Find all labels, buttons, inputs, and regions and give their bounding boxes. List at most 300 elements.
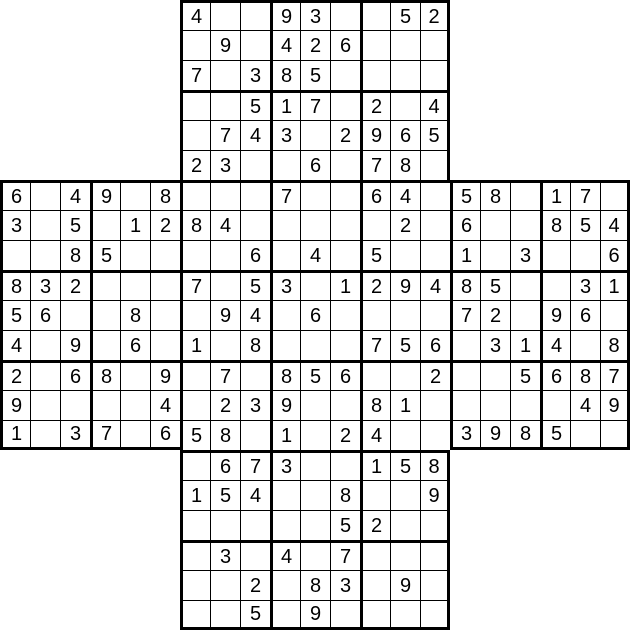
sudoku-given-r3-c12[interactable]: 2 [360,90,390,120]
sudoku-given-r9-c6[interactable]: 7 [180,270,210,300]
sudoku-cell-r0-c8[interactable] [240,0,270,30]
sudoku-given-r1-c10[interactable]: 2 [300,30,330,60]
sudoku-given-r7-c7[interactable]: 4 [210,210,240,240]
sudoku-given-r9-c19[interactable]: 3 [570,270,600,300]
sudoku-cell-r18-c10[interactable] [300,540,330,570]
sudoku-given-r14-c0[interactable]: 1 [0,420,30,450]
sudoku-cell-r0-c7[interactable] [210,0,240,30]
sudoku-given-r13-c20[interactable]: 9 [600,390,630,420]
sudoku-given-r9-c1[interactable]: 3 [30,270,60,300]
sudoku-given-r10-c4[interactable]: 8 [120,300,150,330]
sudoku-cell-r10-c5[interactable] [150,300,180,330]
sudoku-cell-r14-c4[interactable] [120,420,150,450]
sudoku-cell-r18-c12[interactable] [360,540,390,570]
sudoku-given-r12-c19[interactable]: 8 [570,360,600,390]
sudoku-given-r6-c0[interactable]: 6 [0,180,30,210]
sudoku-given-r14-c15[interactable]: 3 [450,420,480,450]
sudoku-given-r13-c9[interactable]: 9 [270,390,300,420]
sudoku-given-r13-c13[interactable]: 1 [390,390,420,420]
sudoku-given-r7-c19[interactable]: 5 [570,210,600,240]
sudoku-cell-r2-c14[interactable] [420,60,450,90]
sudoku-given-r16-c11[interactable]: 8 [330,480,360,510]
sudoku-cell-r12-c15[interactable] [450,360,480,390]
sudoku-cell-r3-c11[interactable] [330,90,360,120]
void-area [540,600,570,630]
sudoku-cell-r16-c9[interactable] [270,480,300,510]
sudoku-given-r20-c8[interactable]: 5 [240,600,270,630]
sudoku-given-r13-c7[interactable]: 2 [210,390,240,420]
sudoku-cell-r1-c6[interactable] [180,30,210,60]
sudoku-cell-r14-c19[interactable] [570,420,600,450]
sudoku-given-r7-c15[interactable]: 6 [450,210,480,240]
sudoku-cell-r19-c14[interactable] [420,570,450,600]
sudoku-given-r3-c9[interactable]: 1 [270,90,300,120]
sudoku-cell-r13-c15[interactable] [450,390,480,420]
sudoku-cell-r13-c14[interactable] [420,390,450,420]
sudoku-cell-r8-c9[interactable] [270,240,300,270]
sudoku-cell-r2-c7[interactable] [210,60,240,90]
sudoku-cell-r14-c1[interactable] [30,420,60,450]
sudoku-given-r19-c11[interactable]: 3 [330,570,360,600]
sudoku-given-r6-c19[interactable]: 7 [570,180,600,210]
sudoku-given-r10-c1[interactable]: 6 [30,300,60,330]
sudoku-given-r10-c7[interactable]: 9 [210,300,240,330]
sudoku-given-r7-c20[interactable]: 4 [600,210,630,240]
sudoku-cell-r13-c1[interactable] [30,390,60,420]
sudoku-cell-r0-c11[interactable] [330,0,360,30]
sudoku-given-r18-c9[interactable]: 4 [270,540,300,570]
sudoku-cell-r11-c7[interactable] [210,330,240,360]
sudoku-given-r16-c14[interactable]: 9 [420,480,450,510]
sudoku-given-r9-c14[interactable]: 4 [420,270,450,300]
sudoku-cell-r12-c8[interactable] [240,360,270,390]
sudoku-cell-r2-c12[interactable] [360,60,390,90]
sudoku-given-r11-c17[interactable]: 1 [510,330,540,360]
sudoku-given-r14-c11[interactable]: 2 [330,420,360,450]
sudoku-given-r12-c18[interactable]: 6 [540,360,570,390]
sudoku-given-r6-c3[interactable]: 9 [90,180,120,210]
sudoku-cell-r1-c12[interactable] [360,30,390,60]
sudoku-cell-r3-c6[interactable] [180,90,210,120]
sudoku-cell-r8-c0[interactable] [0,240,30,270]
sudoku-cell-r0-c12[interactable] [360,0,390,30]
sudoku-given-r0-c9[interactable]: 9 [270,0,300,30]
sudoku-given-r16-c6[interactable]: 1 [180,480,210,510]
sudoku-cell-r11-c10[interactable] [300,330,330,360]
sudoku-cell-r14-c10[interactable] [300,420,330,450]
sudoku-cell-r20-c11[interactable] [330,600,360,630]
sudoku-cell-r17-c13[interactable] [390,510,420,540]
sudoku-cell-r11-c9[interactable] [270,330,300,360]
sudoku-given-r14-c12[interactable]: 4 [360,420,390,450]
sudoku-given-r10-c0[interactable]: 5 [0,300,30,330]
sudoku-cell-r8-c18[interactable] [540,240,570,270]
sudoku-given-r6-c2[interactable]: 4 [60,180,90,210]
sudoku-given-r10-c8[interactable]: 4 [240,300,270,330]
sudoku-given-r3-c10[interactable]: 7 [300,90,330,120]
sudoku-cell-r7-c9[interactable] [270,210,300,240]
sudoku-cell-r12-c13[interactable] [390,360,420,390]
sudoku-given-r3-c14[interactable]: 4 [420,90,450,120]
sudoku-cell-r20-c9[interactable] [270,600,300,630]
sudoku-given-r19-c8[interactable]: 2 [240,570,270,600]
sudoku-given-r8-c20[interactable]: 6 [600,240,630,270]
sudoku-cell-r15-c6[interactable] [180,450,210,480]
sudoku-given-r6-c15[interactable]: 5 [450,180,480,210]
sudoku-cell-r11-c5[interactable] [150,330,180,360]
sudoku-cell-r8-c5[interactable] [150,240,180,270]
sudoku-given-r8-c15[interactable]: 1 [450,240,480,270]
sudoku-given-r4-c14[interactable]: 5 [420,120,450,150]
sudoku-cell-r9-c5[interactable] [150,270,180,300]
sudoku-cell-r11-c19[interactable] [570,330,600,360]
sudoku-given-r9-c12[interactable]: 2 [360,270,390,300]
sudoku-given-r17-c11[interactable]: 5 [330,510,360,540]
sudoku-cell-r18-c6[interactable] [180,540,210,570]
sudoku-cell-r6-c20[interactable] [600,180,630,210]
sudoku-cell-r17-c6[interactable] [180,510,210,540]
sudoku-given-r10-c10[interactable]: 6 [300,300,330,330]
sudoku-given-r6-c5[interactable]: 8 [150,180,180,210]
sudoku-given-r5-c13[interactable]: 8 [390,150,420,180]
sudoku-given-r7-c18[interactable]: 8 [540,210,570,240]
sudoku-given-r7-c2[interactable]: 5 [60,210,90,240]
sudoku-cell-r11-c11[interactable] [330,330,360,360]
sudoku-cell-r16-c13[interactable] [390,480,420,510]
sudoku-given-r9-c16[interactable]: 5 [480,270,510,300]
sudoku-cell-r11-c3[interactable] [90,330,120,360]
sudoku-given-r11-c16[interactable]: 3 [480,330,510,360]
sudoku-given-r18-c11[interactable]: 7 [330,540,360,570]
sudoku-given-r12-c5[interactable]: 9 [150,360,180,390]
sudoku-given-r7-c0[interactable]: 3 [0,210,30,240]
sudoku-cell-r17-c9[interactable] [270,510,300,540]
sudoku-given-r15-c12[interactable]: 1 [360,450,390,480]
sudoku-given-r5-c6[interactable]: 2 [180,150,210,180]
sudoku-cell-r19-c9[interactable] [270,570,300,600]
sudoku-given-r11-c8[interactable]: 8 [240,330,270,360]
sudoku-given-r5-c7[interactable]: 3 [210,150,240,180]
sudoku-cell-r8-c14[interactable] [420,240,450,270]
sudoku-cell-r13-c3[interactable] [90,390,120,420]
sudoku-given-r0-c10[interactable]: 3 [300,0,330,30]
sudoku-cell-r4-c6[interactable] [180,120,210,150]
sudoku-cell-r12-c6[interactable] [180,360,210,390]
sudoku-cell-r7-c3[interactable] [90,210,120,240]
sudoku-given-r12-c0[interactable]: 2 [0,360,30,390]
sudoku-cell-r10-c17[interactable] [510,300,540,330]
sudoku-given-r13-c12[interactable]: 8 [360,390,390,420]
sudoku-given-r16-c7[interactable]: 5 [210,480,240,510]
sudoku-given-r18-c7[interactable]: 3 [210,540,240,570]
sudoku-given-r5-c10[interactable]: 6 [300,150,330,180]
sudoku-given-r8-c8[interactable]: 6 [240,240,270,270]
sudoku-cell-r7-c12[interactable] [360,210,390,240]
sudoku-given-r10-c18[interactable]: 9 [540,300,570,330]
sudoku-given-r6-c12[interactable]: 6 [360,180,390,210]
sudoku-cell-r15-c11[interactable] [330,450,360,480]
sudoku-cell-r13-c16[interactable] [480,390,510,420]
sudoku-cell-r1-c14[interactable] [420,30,450,60]
sudoku-cell-r10-c14[interactable] [420,300,450,330]
sudoku-given-r13-c19[interactable]: 4 [570,390,600,420]
sudoku-given-r11-c12[interactable]: 7 [360,330,390,360]
sudoku-cell-r14-c20[interactable] [600,420,630,450]
void-area [0,510,30,540]
sudoku-given-r8-c2[interactable]: 8 [60,240,90,270]
sudoku-given-r14-c17[interactable]: 8 [510,420,540,450]
sudoku-given-r13-c5[interactable]: 4 [150,390,180,420]
sudoku-cell-r5-c11[interactable] [330,150,360,180]
sudoku-given-r14-c16[interactable]: 9 [480,420,510,450]
sudoku-given-r14-c2[interactable]: 3 [60,420,90,450]
sudoku-given-r7-c6[interactable]: 8 [180,210,210,240]
sudoku-cell-r8-c11[interactable] [330,240,360,270]
sudoku-cell-r13-c11[interactable] [330,390,360,420]
sudoku-given-r6-c18[interactable]: 1 [540,180,570,210]
sudoku-given-r14-c3[interactable]: 7 [90,420,120,450]
sudoku-cell-r5-c8[interactable] [240,150,270,180]
sudoku-cell-r10-c13[interactable] [390,300,420,330]
sudoku-given-r10-c16[interactable]: 2 [480,300,510,330]
sudoku-cell-r19-c6[interactable] [180,570,210,600]
sudoku-cell-r7-c11[interactable] [330,210,360,240]
sudoku-cell-r10-c6[interactable] [180,300,210,330]
sudoku-cell-r17-c14[interactable] [420,510,450,540]
sudoku-cell-r4-c10[interactable] [300,120,330,150]
sudoku-given-r1-c11[interactable]: 6 [330,30,360,60]
sudoku-cell-r19-c12[interactable] [360,570,390,600]
sudoku-given-r2-c6[interactable]: 7 [180,60,210,90]
sudoku-given-r2-c9[interactable]: 8 [270,60,300,90]
sudoku-cell-r13-c6[interactable] [180,390,210,420]
sudoku-given-r11-c14[interactable]: 6 [420,330,450,360]
sudoku-cell-r7-c14[interactable] [420,210,450,240]
sudoku-cell-r8-c4[interactable] [120,240,150,270]
sudoku-cell-r12-c4[interactable] [120,360,150,390]
sudoku-cell-r13-c10[interactable] [300,390,330,420]
sudoku-given-r7-c5[interactable]: 2 [150,210,180,240]
sudoku-cell-r15-c10[interactable] [300,450,330,480]
sudoku-cell-r6-c4[interactable] [120,180,150,210]
sudoku-cell-r6-c7[interactable] [210,180,240,210]
sudoku-given-r12-c3[interactable]: 8 [90,360,120,390]
sudoku-cell-r8-c7[interactable] [210,240,240,270]
sudoku-given-r15-c14[interactable]: 8 [420,450,450,480]
sudoku-given-r15-c13[interactable]: 5 [390,450,420,480]
sudoku-given-r7-c13[interactable]: 2 [390,210,420,240]
sudoku-cell-r12-c1[interactable] [30,360,60,390]
sudoku-cell-r10-c11[interactable] [330,300,360,330]
sudoku-cell-r1-c13[interactable] [390,30,420,60]
sudoku-cell-r11-c15[interactable] [450,330,480,360]
sudoku-cell-r7-c8[interactable] [240,210,270,240]
sudoku-given-r10-c19[interactable]: 6 [570,300,600,330]
sudoku-given-r12-c17[interactable]: 5 [510,360,540,390]
sudoku-given-r6-c9[interactable]: 7 [270,180,300,210]
sudoku-given-r11-c18[interactable]: 4 [540,330,570,360]
sudoku-given-r1-c9[interactable]: 4 [270,30,300,60]
sudoku-cell-r6-c10[interactable] [300,180,330,210]
sudoku-given-r4-c8[interactable]: 4 [240,120,270,150]
sudoku-cell-r20-c12[interactable] [360,600,390,630]
sudoku-given-r9-c8[interactable]: 5 [240,270,270,300]
sudoku-given-r14-c5[interactable]: 6 [150,420,180,450]
sudoku-given-r12-c7[interactable]: 7 [210,360,240,390]
sudoku-given-r6-c16[interactable]: 8 [480,180,510,210]
sudoku-given-r12-c14[interactable]: 2 [420,360,450,390]
sudoku-cell-r7-c1[interactable] [30,210,60,240]
sudoku-cell-r7-c10[interactable] [300,210,330,240]
sudoku-given-r9-c20[interactable]: 1 [600,270,630,300]
sudoku-given-r12-c9[interactable]: 8 [270,360,300,390]
sudoku-cell-r10-c12[interactable] [360,300,390,330]
sudoku-given-r9-c15[interactable]: 8 [450,270,480,300]
sudoku-cell-r19-c7[interactable] [210,570,240,600]
sudoku-cell-r10-c20[interactable] [600,300,630,330]
sudoku-given-r11-c4[interactable]: 6 [120,330,150,360]
sudoku-given-r4-c9[interactable]: 3 [270,120,300,150]
sudoku-given-r8-c12[interactable]: 5 [360,240,390,270]
sudoku-given-r9-c13[interactable]: 9 [390,270,420,300]
sudoku-given-r15-c8[interactable]: 7 [240,450,270,480]
sudoku-given-r14-c18[interactable]: 5 [540,420,570,450]
sudoku-cell-r13-c17[interactable] [510,390,540,420]
sudoku-cell-r2-c13[interactable] [390,60,420,90]
sudoku-cell-r9-c7[interactable] [210,270,240,300]
sudoku-given-r7-c4[interactable]: 1 [120,210,150,240]
sudoku-given-r9-c2[interactable]: 2 [60,270,90,300]
sudoku-cell-r12-c12[interactable] [360,360,390,390]
sudoku-given-r2-c10[interactable]: 5 [300,60,330,90]
sudoku-cell-r8-c19[interactable] [570,240,600,270]
sudoku-given-r1-c7[interactable]: 9 [210,30,240,60]
sudoku-given-r2-c8[interactable]: 3 [240,60,270,90]
sudoku-cell-r9-c4[interactable] [120,270,150,300]
sudoku-given-r5-c12[interactable]: 7 [360,150,390,180]
sudoku-cell-r9-c10[interactable] [300,270,330,300]
sudoku-cell-r13-c18[interactable] [540,390,570,420]
sudoku-given-r12-c10[interactable]: 5 [300,360,330,390]
sudoku-cell-r8-c1[interactable] [30,240,60,270]
sudoku-given-r8-c3[interactable]: 5 [90,240,120,270]
sudoku-cell-r6-c17[interactable] [510,180,540,210]
sudoku-given-r3-c8[interactable]: 5 [240,90,270,120]
sudoku-given-r14-c6[interactable]: 5 [180,420,210,450]
sudoku-given-r13-c8[interactable]: 3 [240,390,270,420]
sudoku-given-r6-c13[interactable]: 4 [390,180,420,210]
sudoku-given-r14-c7[interactable]: 8 [210,420,240,450]
sudoku-cell-r20-c14[interactable] [420,600,450,630]
sudoku-cell-r14-c13[interactable] [390,420,420,450]
sudoku-cell-r18-c13[interactable] [390,540,420,570]
sudoku-cell-r13-c4[interactable] [120,390,150,420]
sudoku-cell-r3-c7[interactable] [210,90,240,120]
sudoku-cell-r18-c14[interactable] [420,540,450,570]
sudoku-cell-r10-c9[interactable] [270,300,300,330]
sudoku-cell-r18-c8[interactable] [240,540,270,570]
sudoku-given-r12-c11[interactable]: 6 [330,360,360,390]
sudoku-cell-r7-c16[interactable] [480,210,510,240]
sudoku-cell-r13-c2[interactable] [60,390,90,420]
sudoku-given-r8-c10[interactable]: 4 [300,240,330,270]
sudoku-cell-r6-c11[interactable] [330,180,360,210]
sudoku-cell-r17-c10[interactable] [300,510,330,540]
sudoku-cell-r9-c17[interactable] [510,270,540,300]
sudoku-given-r0-c13[interactable]: 5 [390,0,420,30]
sudoku-cell-r10-c3[interactable] [90,300,120,330]
sudoku-cell-r6-c1[interactable] [30,180,60,210]
sudoku-cell-r9-c18[interactable] [540,270,570,300]
sudoku-given-r17-c12[interactable]: 2 [360,510,390,540]
sudoku-cell-r8-c13[interactable] [390,240,420,270]
sudoku-cell-r5-c14[interactable] [420,150,450,180]
sudoku-given-r20-c10[interactable]: 9 [300,600,330,630]
sudoku-cell-r9-c3[interactable] [90,270,120,300]
sudoku-given-r11-c6[interactable]: 1 [180,330,210,360]
sudoku-cell-r6-c8[interactable] [240,180,270,210]
sudoku-given-r0-c14[interactable]: 2 [420,0,450,30]
sudoku-given-r9-c9[interactable]: 3 [270,270,300,300]
sudoku-given-r13-c0[interactable]: 9 [0,390,30,420]
sudoku-cell-r16-c10[interactable] [300,480,330,510]
sudoku-given-r9-c11[interactable]: 1 [330,270,360,300]
sudoku-cell-r17-c7[interactable] [210,510,240,540]
sudoku-cell-r7-c17[interactable] [510,210,540,240]
sudoku-given-r10-c15[interactable]: 7 [450,300,480,330]
sudoku-cell-r8-c6[interactable] [180,240,210,270]
sudoku-given-r4-c13[interactable]: 6 [390,120,420,150]
sudoku-cell-r5-c9[interactable] [270,150,300,180]
sudoku-cell-r12-c16[interactable] [480,360,510,390]
sudoku-given-r19-c10[interactable]: 8 [300,570,330,600]
sudoku-cell-r6-c6[interactable] [180,180,210,210]
sudoku-given-r4-c7[interactable]: 7 [210,120,240,150]
sudoku-cell-r17-c8[interactable] [240,510,270,540]
sudoku-given-r11-c20[interactable]: 8 [600,330,630,360]
sudoku-cell-r16-c12[interactable] [360,480,390,510]
sudoku-cell-r1-c8[interactable] [240,30,270,60]
sudoku-given-r0-c6[interactable]: 4 [180,0,210,30]
sudoku-given-r14-c9[interactable]: 1 [270,420,300,450]
sudoku-cell-r14-c14[interactable] [420,420,450,450]
sudoku-cell-r8-c16[interactable] [480,240,510,270]
sudoku-given-r12-c2[interactable]: 6 [60,360,90,390]
sudoku-given-r11-c0[interactable]: 4 [0,330,30,360]
sudoku-cell-r20-c13[interactable] [390,600,420,630]
sudoku-given-r19-c13[interactable]: 9 [390,570,420,600]
sudoku-given-r4-c11[interactable]: 2 [330,120,360,150]
sudoku-given-r9-c0[interactable]: 8 [0,270,30,300]
sudoku-cell-r11-c1[interactable] [30,330,60,360]
sudoku-cell-r6-c14[interactable] [420,180,450,210]
sudoku-given-r8-c17[interactable]: 3 [510,240,540,270]
void-area [450,570,480,600]
sudoku-cell-r20-c6[interactable] [180,600,210,630]
sudoku-given-r15-c7[interactable]: 6 [210,450,240,480]
sudoku-given-r15-c9[interactable]: 3 [270,450,300,480]
sudoku-cell-r10-c2[interactable] [60,300,90,330]
sudoku-cell-r3-c13[interactable] [390,90,420,120]
sudoku-given-r11-c2[interactable]: 9 [60,330,90,360]
sudoku-given-r12-c20[interactable]: 7 [600,360,630,390]
sudoku-given-r16-c8[interactable]: 4 [240,480,270,510]
sudoku-cell-r14-c8[interactable] [240,420,270,450]
sudoku-given-r11-c13[interactable]: 5 [390,330,420,360]
sudoku-given-r4-c12[interactable]: 9 [360,120,390,150]
sudoku-cell-r2-c11[interactable] [330,60,360,90]
sudoku-cell-r20-c7[interactable] [210,600,240,630]
